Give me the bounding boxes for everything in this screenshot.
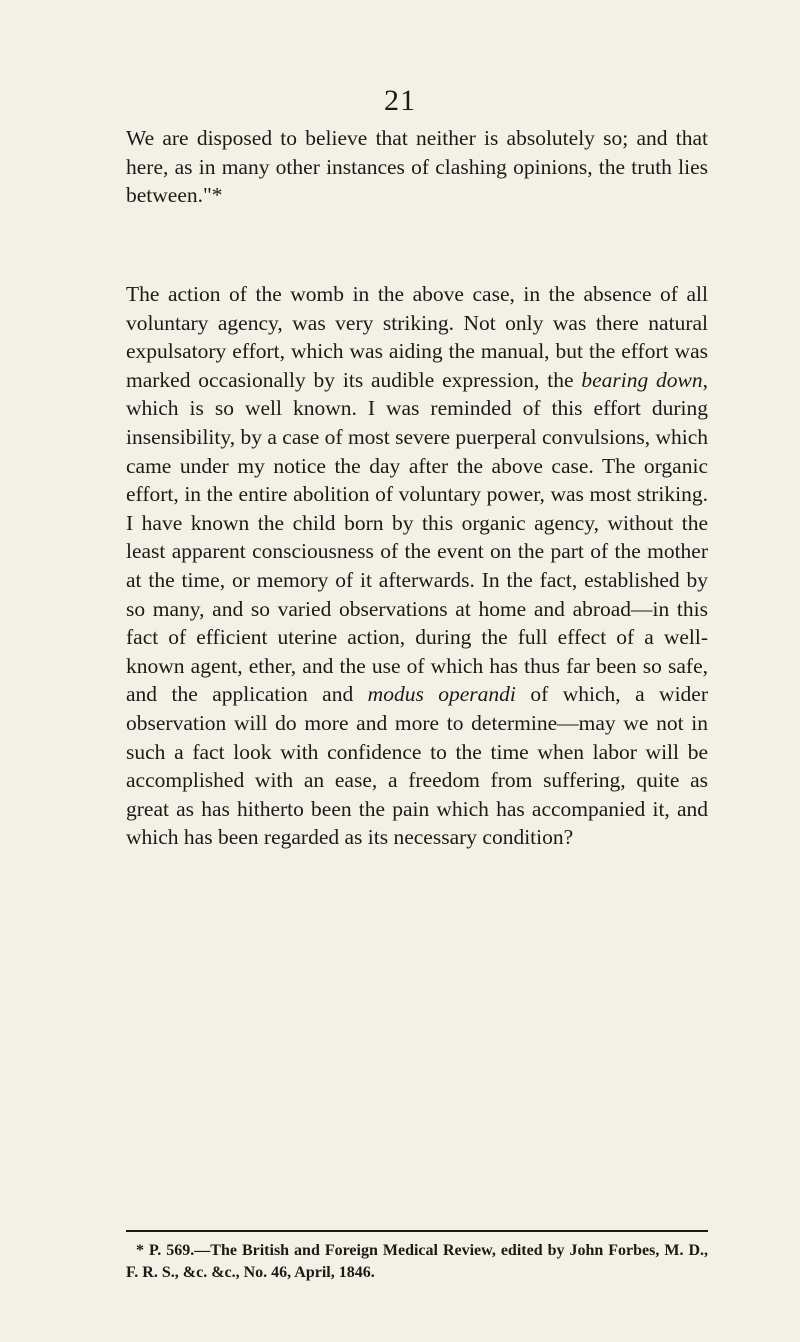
paragraph-2-part-1: The action of the womb in the above case, in the absence of all voluntary agency, was very striking. Not only was there natural expulsatory effort, which was aiding the manual, but the effort was marked occasionally by its audible expression, the [126,282,708,392]
paragraph-2-part-3: of which, a wider observation will do more and more to determine—may we not in such a fact look with confidence to the time when labor will be accomplished with an ease, a freedom from suffering, quite as great as has hitherto been the pain which has accompanied it, and which has been regarded as its necessary condition? [126,682,709,850]
paragraph-continuation [126,124,708,210]
paragraph-2-part-2: , which is so well known. I was reminded of this effort during insensibility, by a case of most severe puerperal convulsions, which came under my notice the day after the above case. The organic effort, in the entire abolition of voluntary power, was most striking. I have known the child born by this organic agency, without the least apparent consciousness of the event on the part of the mother at the time, or memory of it afterwards. In the fact, established by so many, and so varied observations at home and abroad—in this fact of efficient uterine action, during the full effect of a well-known agent, ether, and the use of which has thus far been so safe, and the application and [126,367,708,707]
page-number: 21 [384,84,416,117]
paragraph-2-italic-modus-operandi: modus operandi [367,682,516,707]
paragraph-1-text: We are disposed to believe that neither is absolutely so; and that here, as in many other instances of clashing opinions, the truth lies between."* [126,126,708,208]
paragraph-2-text [126,280,708,852]
paragraph-main [126,280,708,852]
footnote-text: * P. 569.—The British and Foreign Medical Review, edited by John Forbes, M. D., F. R. S., &c. &c., No. 46, April, 1846. [126,1242,708,1281]
paragraph-2-italic-bearing-down: bearing down [581,367,703,392]
footnote [126,1240,708,1284]
footnote-divider [126,1230,708,1232]
